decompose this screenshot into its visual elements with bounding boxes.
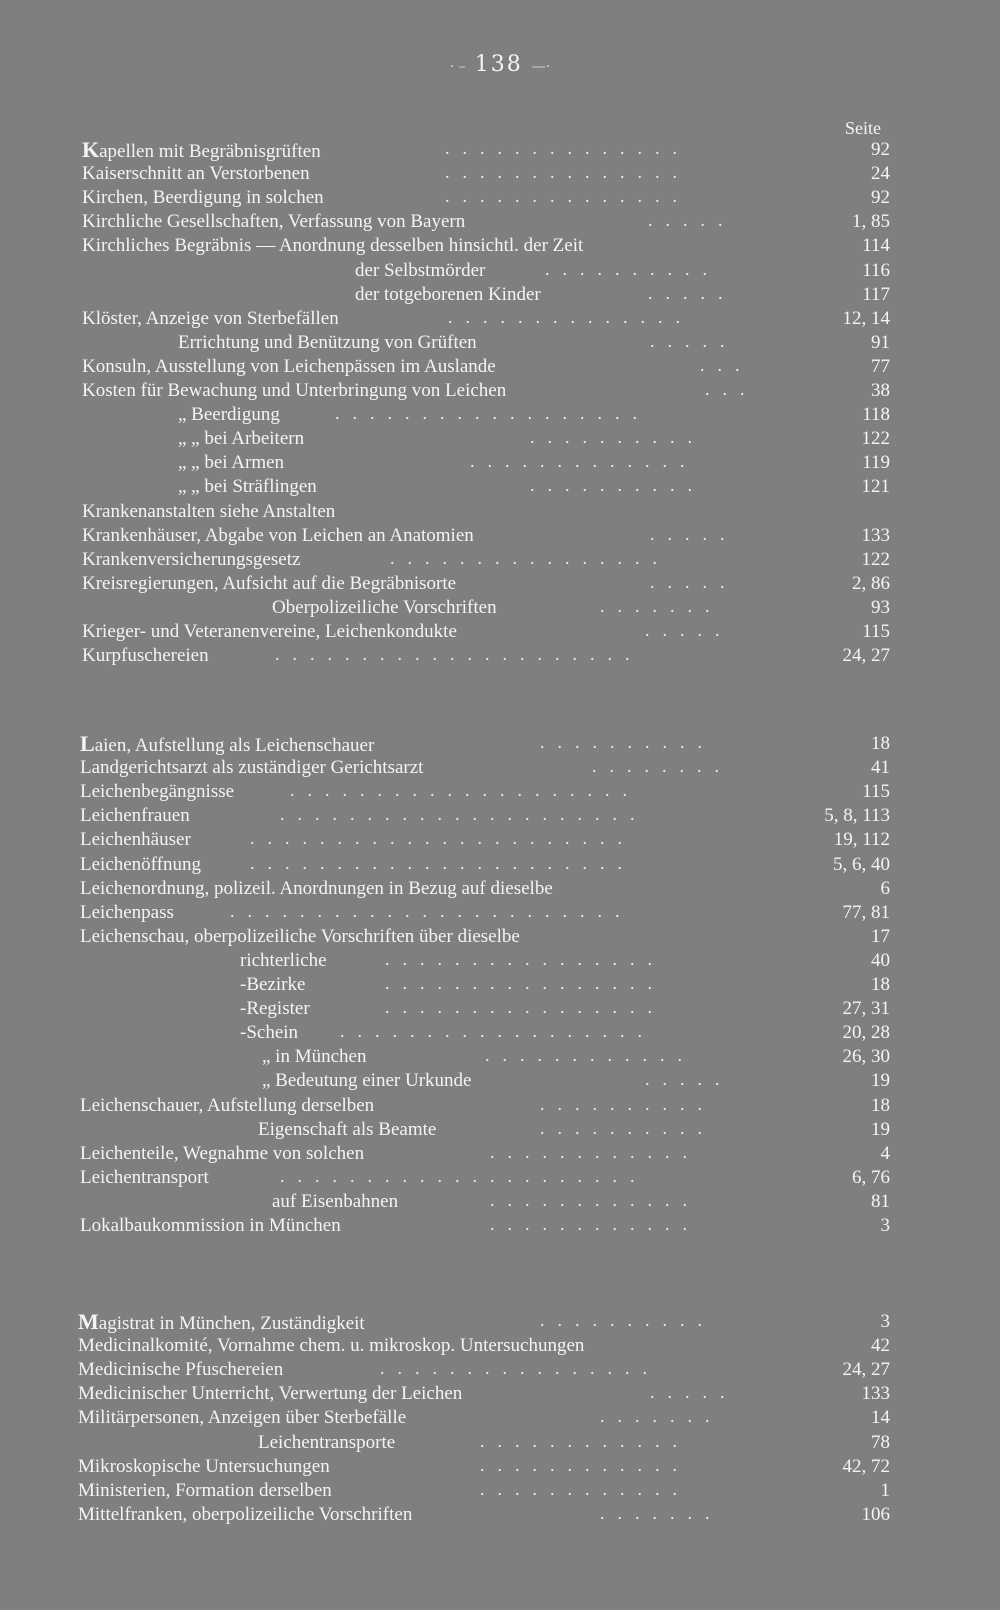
index-entry-term: Kaiserschnitt an Verstorbenen — [82, 163, 310, 185]
index-entry — [0, 355, 890, 379]
index-entry-page: 20, 28 — [842, 1022, 890, 1044]
index-entry-page: 122 — [861, 548, 890, 570]
index-entry-page: 41 — [871, 757, 890, 779]
index-entry-page: 133 — [861, 1383, 890, 1405]
leader-dots: ................ — [390, 547, 670, 568]
index-entry — [0, 1455, 890, 1479]
index-entry-page: 121 — [861, 476, 890, 498]
index-entry — [0, 500, 890, 524]
leader-dots: ...................... — [250, 828, 635, 849]
index-entry-page: 19 — [871, 1070, 890, 1092]
index-entry — [0, 138, 890, 162]
index-entry-page: 6, 76 — [852, 1166, 890, 1188]
leader-dots: ............ — [490, 1214, 700, 1234]
index-entry-page: 19 — [871, 1118, 890, 1140]
leader-dots: ................ — [385, 997, 665, 1018]
index-entry — [0, 732, 890, 756]
index-entry-page: 42 — [871, 1335, 890, 1357]
index-entry — [0, 210, 890, 234]
index-entry-term: „ „ bei Sträflingen — [178, 476, 317, 498]
index-entry-page: 91 — [871, 331, 890, 353]
index-entry-page: 24, 27 — [842, 1359, 890, 1381]
index-entry — [0, 1118, 890, 1142]
index-entry-term: Krankenversicherungsgesetz — [82, 548, 301, 570]
index-entry — [0, 1166, 890, 1190]
index-entry-page: 26, 30 — [842, 1046, 890, 1068]
index-entry — [0, 1431, 890, 1455]
leader-dots: ..................... — [280, 1165, 648, 1186]
index-entry-term: Leichenschau, oberpolizeiliche Vorschriften über dieselbe — [80, 925, 520, 947]
index-entry-term: „ in München — [262, 1046, 367, 1068]
index-entry — [0, 1358, 890, 1382]
index-entry-page: 119 — [862, 452, 890, 474]
index-entry-term: Leichentransporte — [258, 1431, 396, 1453]
page-number-dash-right: —· — [531, 59, 551, 75]
index-entry-term: Mikroskopische Untersuchungen — [78, 1455, 330, 1477]
leader-dots: ............ — [485, 1045, 695, 1066]
index-entry — [0, 1142, 890, 1166]
index-entry — [0, 1503, 890, 1527]
index-entry-term: Krankenanstalten siehe Anstalten — [82, 500, 336, 522]
index-entry-term: Leichenschauer, Aufstellung derselben — [80, 1094, 375, 1116]
index-entry-page: 4 — [880, 1142, 890, 1164]
index-entry-page: 116 — [862, 259, 890, 281]
index-entry-page: 5, 8, 113 — [824, 805, 890, 827]
index-entry-page: 38 — [871, 380, 890, 401]
index-entry-page: 18 — [871, 733, 890, 754]
index-entry — [0, 997, 890, 1021]
index-entry-page: 106 — [861, 1503, 890, 1525]
index-entry — [0, 283, 890, 307]
leader-dots: .......... — [540, 1117, 715, 1138]
index-entry-page: 117 — [862, 283, 890, 305]
index-entry-term: Leichenöffnung — [80, 853, 201, 875]
index-entry — [0, 877, 890, 901]
index-entry-term: Kosten für Bewachung und Unterbringung von Leichen — [82, 380, 507, 401]
index-entry-page: 18 — [871, 974, 890, 995]
index-entry — [0, 259, 890, 283]
index-entry-page: 17 — [871, 925, 890, 947]
index-entry — [0, 307, 890, 331]
index-entry-term: Medicinalkomité, Vornahme chem. u. mikroskop. Untersuchungen — [78, 1335, 585, 1357]
index-entry-page: 92 — [871, 187, 890, 209]
leader-dots: ..... — [650, 571, 738, 592]
leader-dots: ................ — [385, 973, 665, 993]
index-entry — [0, 475, 890, 499]
index-entry-page: 42, 72 — [842, 1455, 890, 1477]
index-entry-term: Ministerien, Formation derselben — [78, 1479, 332, 1501]
leader-dots: .......... — [545, 258, 720, 279]
leader-dots: ....... — [600, 1406, 723, 1427]
index-entry-term: Leichenteile, Wegnahme von solchen — [80, 1142, 365, 1164]
index-entry — [0, 596, 890, 620]
index-entry-page: 1 — [880, 1479, 890, 1501]
index-entry — [0, 804, 890, 828]
index-entry-page: 5, 6, 40 — [833, 853, 890, 875]
index-entry — [0, 1479, 890, 1503]
index-entry — [0, 973, 890, 997]
leader-dots: ....................... — [230, 900, 633, 921]
index-entry — [0, 1045, 890, 1069]
index-entry — [0, 162, 890, 186]
index-entry — [0, 949, 890, 973]
leader-dots: ................ — [385, 948, 665, 969]
index-entry — [0, 901, 890, 925]
index-entry-page: 1, 85 — [852, 211, 890, 233]
index-entry — [0, 1382, 890, 1406]
page-number — [0, 52, 1000, 77]
index-entry-page: 114 — [862, 235, 890, 257]
index-entry-page: 77, 81 — [842, 901, 890, 923]
index-entry-page: 6 — [880, 877, 890, 899]
index-entry-page: 24, 27 — [842, 645, 890, 667]
index-entry — [0, 1334, 890, 1358]
index-entry-term: der totgeborenen Kinder — [355, 283, 541, 305]
index-entry — [0, 379, 890, 403]
index-entry-page: 78 — [871, 1431, 890, 1453]
index-entry-term: „ „ bei Armen — [178, 452, 285, 474]
index-entry — [0, 644, 890, 668]
leader-dots: ..... — [650, 1382, 738, 1403]
index-entry-term: Landgerichtsarzt als zuständiger Gerichtsarzt — [80, 757, 424, 779]
index-entry-term: Kirchliche Gesellschaften, Verfassung von Bayern — [82, 211, 466, 233]
leader-dots: ....... — [600, 1502, 723, 1523]
index-entry-page: 27, 31 — [842, 998, 890, 1020]
index-entry-term: Klöster, Anzeige von Sterbefällen — [82, 307, 339, 329]
index-entry-term: Militärpersonen, Anzeigen über Sterbefälle — [78, 1407, 407, 1429]
leader-dots: ... — [705, 379, 758, 399]
index-entry — [0, 1021, 890, 1045]
leader-dots: ..... — [650, 330, 738, 351]
index-entry-term: Leichenordnung, polizeil. Anordnungen in Bezug auf dieselbe — [80, 877, 553, 899]
index-entry-term: Mittelfranken, oberpolizeiliche Vorschriften — [78, 1503, 413, 1525]
leader-dots: .......... — [530, 427, 705, 448]
index-entry-page: 3 — [880, 1311, 890, 1332]
leader-dots: ................ — [380, 1358, 660, 1379]
leader-dots: .............. — [445, 138, 690, 158]
leader-dots: ..... — [648, 210, 736, 231]
index-entry-page: 40 — [871, 949, 890, 971]
index-entry — [0, 427, 890, 451]
index-entry — [0, 1190, 890, 1214]
index-entry-term: Leichentransport — [80, 1166, 209, 1188]
leader-dots: ............ — [490, 1189, 700, 1210]
index-entry-term: -Bezirke — [240, 974, 306, 995]
index-entry-page: 77 — [871, 355, 890, 377]
index-entry-page: 115 — [862, 781, 890, 803]
leader-dots: ..................... — [280, 804, 648, 825]
leader-dots: .......... — [540, 1093, 715, 1114]
index-entry — [0, 186, 890, 210]
index-entry-term: Kurpfuschereien — [82, 645, 209, 667]
index-entry-term: Medicinische Pfuschereien — [78, 1359, 284, 1381]
index-entry-term: Leichenbegängnisse — [80, 781, 235, 803]
index-entry-term: -Schein — [240, 1022, 299, 1044]
index-entry-term: „ Bedeutung einer Urkunde — [262, 1070, 472, 1092]
leader-dots: .............. — [445, 186, 690, 207]
index-entry-term: Magistrat in München, Zuständigkeit — [78, 1309, 365, 1334]
index-entry — [0, 572, 890, 596]
leader-dots: ..... — [645, 620, 733, 640]
index-entry — [0, 234, 890, 258]
seite-column-header: Seite — [845, 118, 881, 138]
index-entry-page: 2, 86 — [852, 572, 890, 594]
index-entry-page: 133 — [861, 524, 890, 546]
index-entry — [0, 451, 890, 475]
index-entry-page: 3 — [880, 1215, 890, 1236]
index-entry-term: Lokalbaukommission in München — [80, 1215, 341, 1236]
index-entry-term: der Selbstmörder — [355, 259, 486, 281]
leader-dots: ... — [700, 354, 753, 375]
index-entry-term: Konsuln, Ausstellung von Leichenpässen im Auslande — [82, 355, 496, 377]
page-number-value: 138 — [474, 52, 523, 77]
leader-dots: ..... — [650, 523, 738, 544]
index-entry — [0, 1069, 890, 1093]
index-entry — [0, 756, 890, 780]
index-entry-page: 24 — [871, 163, 890, 185]
index-entry — [0, 1214, 890, 1238]
index-entry — [0, 1094, 890, 1118]
index-entry-term: richterliche — [240, 949, 327, 971]
index-entry — [0, 1310, 890, 1334]
index-entry-term: Medicinischer Unterricht, Verwertung der Leichen — [78, 1383, 463, 1405]
index-entry — [0, 853, 890, 877]
leader-dots: ............ — [480, 1430, 690, 1451]
index-entry — [0, 403, 890, 427]
index-entry-term: Leichenhäuser — [80, 829, 191, 851]
index-entry — [0, 331, 890, 355]
index-entry-page: 18 — [871, 1094, 890, 1116]
leader-dots: .......... — [540, 732, 715, 752]
leader-dots: ............ — [480, 1454, 690, 1475]
index-entry-term: Eigenschaft als Beamte — [258, 1118, 437, 1140]
index-entry-term: „ Beerdigung — [178, 404, 280, 426]
leader-dots: ............ — [490, 1141, 700, 1162]
leader-dots: ........ — [592, 756, 732, 777]
index-entry-term: auf Eisenbahnen — [272, 1190, 399, 1212]
leader-dots: ..... — [648, 282, 736, 303]
index-entry — [0, 524, 890, 548]
leader-dots: ............. — [470, 451, 698, 472]
index-entry — [0, 925, 890, 949]
index-entry-term: Leichenpass — [80, 901, 174, 923]
index-entry — [0, 1406, 890, 1430]
leader-dots: .............. — [445, 162, 690, 183]
index-entry-term: Errichtung und Benützung von Grüften — [178, 331, 477, 353]
leader-dots: ..................... — [275, 644, 643, 665]
index-entry-term: -Register — [240, 998, 310, 1020]
index-entry-term: Kreisregierungen, Aufsicht auf die Begräbnisorte — [82, 572, 457, 594]
leader-dots: .................... — [290, 780, 640, 801]
index-entry-page: 81 — [871, 1190, 890, 1212]
leader-dots: ...................... — [250, 852, 635, 873]
index-entry — [0, 828, 890, 852]
leader-dots: .......... — [540, 1310, 715, 1330]
leader-dots: ....... — [600, 595, 723, 616]
index-entry-term: „ „ bei Arbeitern — [178, 428, 305, 450]
index-entry-term: Kirchen, Beerdigung in solchen — [82, 187, 324, 209]
index-entry-page: 118 — [862, 404, 890, 426]
index-entry-page: 19, 112 — [833, 829, 890, 851]
leader-dots: .................. — [335, 403, 650, 424]
index-entry-page: 14 — [871, 1407, 890, 1429]
index-entry — [0, 780, 890, 804]
leader-dots: ..... — [645, 1069, 733, 1090]
index-entry — [0, 620, 890, 644]
index-entry — [0, 548, 890, 572]
leader-dots: ............ — [480, 1478, 690, 1499]
leader-dots: .................. — [340, 1021, 655, 1042]
index-entry-term: Kapellen mit Begräbnisgrüften — [82, 137, 321, 162]
index-entry-page: 93 — [871, 596, 890, 618]
leader-dots: .......... — [530, 475, 705, 496]
index-entry-page: 92 — [871, 139, 890, 160]
index-entry-page: 115 — [862, 621, 890, 642]
index-entry-term: Kirchliches Begräbnis — Anordnung desselben hinsichtl. der Zeit — [82, 235, 584, 257]
index-entry-term: Laien, Aufstellung als Leichenschauer — [80, 731, 375, 756]
index-entry-term: Krankenhäuser, Abgabe von Leichen an Anatomien — [82, 524, 474, 546]
index-entry-term: Oberpolizeiliche Vorschriften — [272, 596, 497, 618]
index-entry-page: 122 — [861, 428, 890, 450]
index-entry-page: 12, 14 — [842, 307, 890, 329]
index-entry-term: Krieger- und Veteranenvereine, Leichenkondukte — [82, 621, 457, 642]
page-number-dash-left: · – — [449, 59, 466, 75]
index-entry-term: Leichenfrauen — [80, 805, 190, 827]
leader-dots: .............. — [448, 306, 693, 327]
